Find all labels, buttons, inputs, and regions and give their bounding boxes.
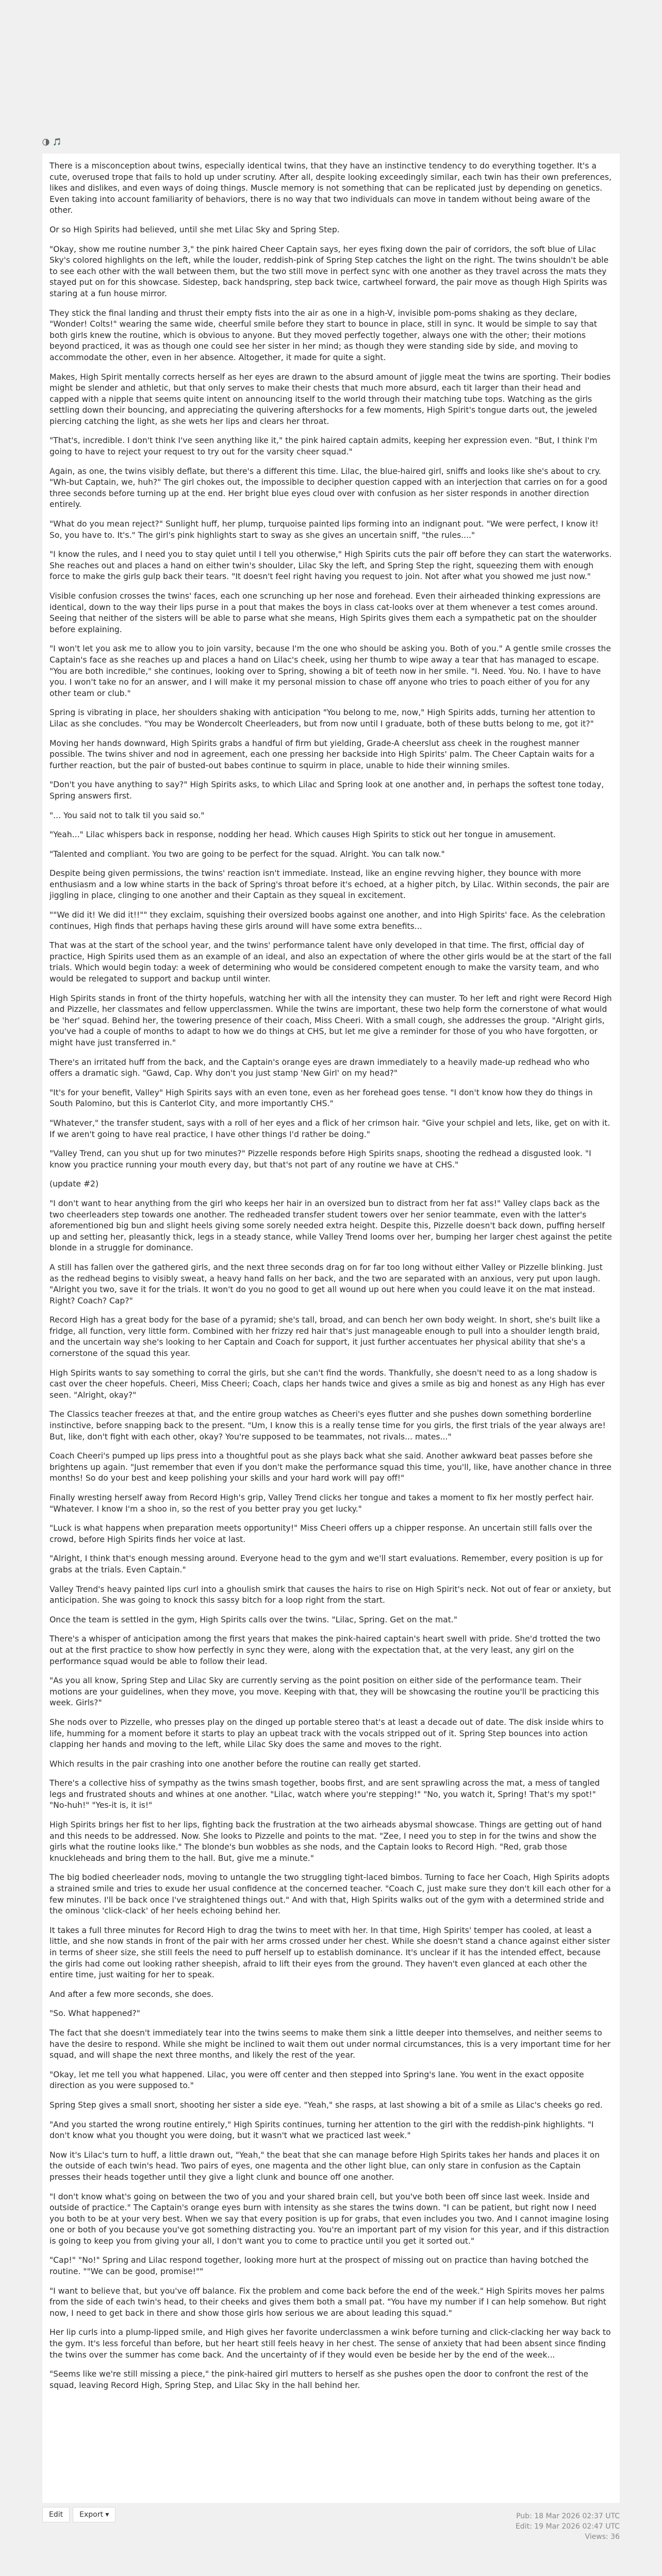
story-paragraph: "Okay, let me tell you what happened. Lilac, you were off center and then stepped into Spring's lane. You went in the exact opposite direction as you were supposed to."	[49, 2070, 584, 2091]
topbar	[42, 138, 61, 146]
story-paragraph: Visible confusion crosses the twins' faces, each one scrunching up her nose and forehead. Even their airheaded thinking expressions are identical, down to the way their lips purse in a pout that makes the boys in class cat-looks over at them whenever a test comes around. Seeing that neither of the sisters will be able to parse what she means, High Spirits gives them each a sympathetic pat on the shoulder before explaining.	[49, 591, 601, 634]
story-paragraph: Spring is vibrating in place, her shoulders shaking with anticipation "You belong to me, now," High Spirits adds, turning her attention to Lilac as she concludes. "You may be Wondercolt Cheerleaders, but from now until I graduate, both of these butts belong to me, got it?"	[49, 708, 595, 728]
story-paragraph: "It's for your benefit, Valley" High Spirits says with an even tone, even as her forehead goes tense. "I don't know how they do things in South Palomino, but this is Canterlot City, and more importantly CHS."	[49, 1088, 593, 1109]
story-paragraph: "Whatever," the transfer student, says with a roll of her eyes and a flick of her crimson hair. "Give your schpiel and lets, like, get on with it. If we aren't going to have real practice, I have other things I'd rather be doing."	[49, 1118, 610, 1139]
story-paragraph: "Seems like we're still missing a piece," the pink-haired girl mutters to herself as she pushes open the door to confront the rest of the squad, leaving Record High, Spring Step, and Lilac Sky in the hall behind her.	[49, 2369, 589, 2390]
story-paragraph: They stick the final landing and thrust their empty fists into the air as one in a high-V, invisible pom-poms shaking as they declare, "Wonder! Colts!" wearing the same wide, cheerful smile before they start to bounce in place, still in sync. It would be simple to say that both girls knew the routine, which is obvious to anyone. But they moved perfectly together, always one with the other; their motions beyond practiced, it was as though one could see her sister in her mind; as though they were standing side by side, and moving to accommodate the other, even in her absence. Altogether, it made for quite a sight.	[49, 308, 598, 362]
story-paragraph: "Okay, show me routine number 3," the pink haired Cheer Captain says, her eyes fixing down the pair of corridors, the soft blue of Lilac Sky's colored highlights on the left, while the louder, reddish-pink of Spring Step catches the light on the right. The twins shouldn't be able to see each other with the wall between them, but the two still move in perfect sync with one another as they travel across the mats they stayed put on for this showcase. Sidestep, back handspring, step back twice, cartwheel forward, the pair move as though High Spirits was staring at a fun house mirror.	[49, 244, 609, 298]
story-paragraph: "Yeah..." Lilac whispers back in response, nodding her head. Which causes High Spirits to stick out her tongue in amusement.	[49, 830, 556, 840]
story-card	[42, 154, 620, 2503]
story-paragraph: It takes a full three minutes for Record High to drag the twins to meet with her. In that time, High Spirits' temper has cooled, at least a little, and she now stands in front of the pair with her arms crossed under her chest. While she doesn't stand a chance against either sister in terms of sheer size, she still feels the need to puff herself up to establish dominance. It's unclear if it has the intended effect, because the girls had come out looking rather sheepish, afraid to lift their eyes from the ground. They haven't even glanced at each other the entire time, just waiting for her to speak.	[49, 1925, 610, 1980]
story-paragraph: Makes, High Spirit mentally corrects herself as her eyes are drawn to the absurd amount of jiggle meat the twins are sporting. Their bodies might be slender and athletic, but that only serves to make their chests that much more absurd, each tit larger than their head and capped with a nipple that seems quite intent on announcing itself to the world through their matching tube tops. Watching as the girls settling down their bouncing, and appreciating the quivering aftershocks for a few moments, High Spirit's tongue darts out, the jeweled piercing catching the light, as she wets her lips and clears her throat.	[49, 372, 611, 426]
story-paragraph: Moving her hands downward, High Spirits grabs a handful of firm but yielding, Grade-A cheerslut ass cheek in the roughest manner possible. The twins shiver and nod in agreement, each one pressing her backside into High Spirits' palm. The Cheer Captain waits for a further reaction, but the pair of busted-out babes continue to squirm in place, unable to hide their winning smiles.	[49, 738, 594, 770]
story-paragraph: High Spirits brings her fist to her lips, fighting back the frustration at the two airheads abysmal showcase. Things are getting out of hand and this needs to be addressed. Now. She looks to Pizzelle and points to the mat. "Zee, I need you to step in for the twins and show the girls what the routine looks like." The blonde's bun wobbles as she nods, and the Captain looks to Record High. "Red, grab those knuckleheads and bring them to the hall. But, give me a minute."	[49, 1820, 602, 1863]
story-paragraph: "I don't know what's going on between the two of you and your shared brain cell, but you've both been off since last week. Inside and outside of practice." The Captain's orange eyes burn with intensity as she stares the twins down. "I can be patient, but right now I need you both to be at your very best. When we say that every position is up for grabs, that even includes you two. And I cannot imagine losing one or both of you because you've got something distracting you. You're an important part of my vision for this year, and if this distraction is going to keep you from giving your all, I don't want you to come to practice until you get it sorted out."	[49, 2192, 609, 2246]
action-buttons	[42, 2507, 115, 2522]
export-button[interactable]: Export ▾	[73, 2507, 115, 2522]
story-paragraph: "Valley Trend, can you shut up for two minutes?" Pizzelle responds before High Spirits snaps, shooting the redhead a disgusted look. "I know you practice running your mouth every day, but that's not part of any routine we have at CHS."	[49, 1149, 591, 1170]
post-footer	[42, 2503, 620, 2560]
story-paragraph: "I know the rules, and I need you to stay quiet until I tell you otherwise," High Spirits cuts the pair off before they can start the waterworks. She reaches out and places a hand on either twin's shoulder, Lilac Sky the left, and Spring Step the right, squeezing them with enough force to make the girls gulp back their tears. "It doesn't feel right having you request to join. Not after what you showed me just now."	[49, 550, 612, 582]
story-paragraph: Despite being given permissions, the twins' reaction isn't immediate. Instead, like an engine revving higher, they bounce with more enthusiasm and a low whine starts in the back of Spring's throat before it's echoed, at a higher pitch, by Lilac. Within seconds, the pair are jiggling in place, clinging to one another and their Captain as they squeal in excitement.	[49, 869, 609, 901]
story-paragraph: High Spirits stands in front of the thirty hopefuls, watching her with all the intensity they can muster. To her left and right were Record High and Pizzelle, her classmates and fellow upperclassmen. While the twins are important, these two help form the cornerstone of what would be 'her' squad. Behind her, the towering presence of their coach, Miss Cheeri. With a small cough, she addresses the group. "Alright girls, you've had a couple of months to adapt to how we do things at CHS, but let me give a reminder for those of you who have forgotten, or might have just transferred in."	[49, 993, 612, 1047]
story-paragraph: Finally wresting herself away from Record High's grip, Valley Trend clicks her tongue and takes a moment to fix her mostly perfect hair. "Whatever. I know I'm a shoo in, so the rest of you better pray you get lucky."	[49, 1493, 594, 1514]
story-paragraph: (update #2)	[49, 1179, 99, 1189]
story-paragraph: Or so High Spirits had believed, until she met Lilac Sky and Spring Step.	[49, 225, 340, 234]
story-paragraph: "Talented and compliant. You two are going to be perfect for the squad. Alright. You can talk now."	[49, 849, 445, 859]
edit-button[interactable]: Edit	[42, 2507, 70, 2522]
story-paragraph: Spring Step gives a small snort, shooting her sister a side eye. "Yeah," she rasps, at last showing a bit of a smile as Lilac's cheeks go red.	[49, 2100, 603, 2110]
story-paragraph: "What do you mean reject?" Sunlight huff, her plump, turquoise painted lips forming into an indignant pout. "We were perfect, I know it! So, you have to. It's." The girl's pink highlights start to sway as she gives an uncertain sniff, "the rules...."	[49, 519, 599, 540]
story-paragraph: "So. What happened?"	[49, 2009, 140, 2019]
story-paragraph: "Cap!" "No!" Spring and Lilac respond together, looking more hurt at the prospect of missing out on practice than having botched the routine. ""We can be good, promise!""	[49, 2256, 589, 2277]
story-paragraph: Now it's Lilac's turn to huff, a little drawn out, "Yeah," the beat that she can manage before High Spirits takes her hands and places it on the outside of each twin's head. Two pairs of eyes, one magenta and the other light blue, can only stare in confusion as the Captain presses their heads together until they give a light clunk and bounce off one another.	[49, 2150, 600, 2182]
story-paragraph: Valley Trend's heavy painted lips curl into a ghoulish smirk that causes the hairs to rise on High Spirit's neck. Not out of fear or anxiety, but anticipation. She was going to knock this sassy bitch for a loop right from the start.	[49, 1584, 611, 1605]
story-paragraph: "I won't let you ask me to allow you to join varsity, because I'm the one who should be asking you. Both of you." A gentle smile crosses the Captain's face as she reaches up and places a hand on Lilac's cheek, using her thumb to wipe away a tear that has managed to escape. "You are both incredible," she continues, looking over to Spring, showing a bit of teeth now in her smile. "I. Need. You. No. I have to have you. I won't take no for an answer, and I will make it my personal mission to chase off anyone who tries to poach either of you for any other team or club."	[49, 644, 611, 698]
story-paragraph: ""We did it! We did it!!"" they exclaim, squishing their oversized boobs against one another, and into High Spirits' face. As the celebration continues, High finds that perhaps having these girls around will have some extra benefits...	[49, 910, 605, 931]
story-paragraph: "I want to believe that, but you've off balance. Fix the problem and come back before the end of the week." High Spirits moves her palms from the side of each twin's head, to their cheeks and gives them both a small pat. "You have my number if I can help somehow. But right now, I need to get back in there and show those girls how serious we are about leading this squad."	[49, 2286, 607, 2318]
story-paragraph: High Spirits wants to say something to corral the girls, but she can't find the words. Thankfully, she doesn't need to as a long shadow is cast over the cheer hopefuls. Cheeri, Miss Cheeri; Coach, claps her hands twice and gives a smile as big and honest as any High has ever seen. "Alright, okay?"	[49, 1368, 605, 1400]
story-paragraph: "And you started the wrong routine entirely," High Spirits continues, turning her attention to the girl with the reddish-pink highlights. "I don't know what you thought you were doing, but it wasn't what we practiced last week."	[49, 2120, 594, 2141]
half-circle-icon[interactable]	[42, 139, 49, 146]
story-paragraph: The Classics teacher freezes at that, and the entire group watches as Cheeri's eyes flutter and she pushes down something borderline instinctive, before snapping back to the present. "Um, I know this is a really tense time for you girls, the first trials of the year always are! But, like, don't fight with each other, okay? You're supposed to be teammates, not rivals... mates..."	[49, 1410, 606, 1442]
story-paragraph: "... You said not to talk til you said so."	[49, 810, 205, 820]
story-paragraph: Coach Cheeri's pumped up lips press into a thoughtful pout as she plays back what she said. Another awkward beat passes before she brightens up again. "Just remember that even if you don't make the performance squad this time, you'll, like, have another chance in three months! So do your best and keep polishing your skills and your hard work will pay off!"	[49, 1451, 612, 1483]
story-paragraph: "As you all know, Spring Step and Lilac Sky are currently serving as the point position on either side of the performance team. Their motions are your guidelines, when they move, you move. Keeping with that, they will be showcasing the routine you'll be practicing this week. Girls?"	[49, 1676, 599, 1708]
edited-date: Edit: 19 Mar 2026 02:47 UTC	[515, 2522, 620, 2531]
story-paragraph: There's a whisper of anticipation among the first years that makes the pink-haired captain's heart swell with pride. She'd trotted the two out at the first practice to show how perfectly in sync they were, along with the expectation that, at the very least, any girl on the performance squad would be able to follow their lead.	[49, 1634, 601, 1666]
story-paragraph: That was at the start of the school year, and the twins' performance talent have only developed in that time. The first, official day of practice, High Spirits used them as an example of an ideal, and also an expectation of where the other girls would be at the start of the fall trials. Which would begin today: a week of determining who would be considered competent enough to make the varsity team, and who would be relegated to support and backup until winter.	[49, 941, 611, 984]
topbar-label: 🎵	[53, 138, 62, 146]
story-paragraph: Her lip curls into a plump-lipped smile, and High gives her favorite underclassmen a wink before turning and click-clacking her way back to the gym. It's less forceful than before, but her heart still feels heavy in her chest. The sense of anxiety that had been absent since finding the twins over the summer has come back. And the uncertainty of if they would even be beside her by the end of the week...	[49, 2328, 611, 2360]
story-body	[49, 161, 613, 2391]
story-paragraph: The big bodied cheerleader nods, moving to untangle the two struggling tight-laced bimbos. Turning to face her Coach, High Spirits adopts a strained smile and tries to exude her usual confidence at the concerned teacher. "Coach C, just make sure they don't kill each other for a few minutes. I'll be back once I've straightened things out." And with that, High Spirits walks out of the gym with a determined stride and the ominous 'click-clack' of her heels echoing behind her.	[49, 1873, 611, 1916]
story-paragraph: There's an irritated huff from the back, and the Captain's orange eyes are drawn immediately to a heavily made-up redhead who who offers a dramatic sigh. "Gawd, Cap. Why don't you just stamp 'New Girl' on my head?"	[49, 1057, 590, 1078]
story-paragraph: Once the team is settled in the gym, High Spirits calls over the twins. "Lilac, Spring. Get on the mat."	[49, 1615, 457, 1624]
story-paragraph: Which results in the pair crashing into one another before the routine can really get started.	[49, 1759, 421, 1769]
story-paragraph: There's a collective hiss of sympathy as the twins smash together, boobs first, and are sent sprawling across the mat, a mess of tangled legs and frustrated shouts and whines at one another. "Lilac, watch where you're stepping!" "No, you watch it, Spring! That's my spot!" "No-huh!" "Yes-it is, it is!"	[49, 1778, 600, 1810]
story-paragraph: Again, as one, the twins visibly deflate, but there's a different this time. Lilac, the blue-haired girl, sniffs and looks like she's about to cry. "Wh-but Captain, we, huh?" The girl chokes out, the impossible to decipher question capped with an interjection that carries on for a good three seconds before turning up at the end. Her bright blue eyes cloud over with confusion as her sister responds in another direction entirely.	[49, 466, 607, 510]
published-date: Pub: 18 Mar 2026 02:37 UTC	[516, 2512, 620, 2520]
story-paragraph: A still has fallen over the gathered girls, and the next three seconds drag on for far too long without either Valley or Pizzelle blinking. Just as the redhead begins to visibly sweat, a heavy hand falls on her back, and the two are separated with an anxious, very put upon laugh. "Alright you two, save it for the trials. It won't do you no good to get all wound up out here when you could leave it on the mat instead. Right? Coach? Cap?"	[49, 1262, 603, 1306]
view-count: Views: 36	[585, 2533, 620, 2541]
story-paragraph: "Alright, I think that's enough messing around. Everyone head to the gym and we'll start evaluations. Remember, every position is up for grabs at the trials. Even Captain."	[49, 1554, 603, 1574]
story-paragraph: "I don't want to hear anything from the girl who keeps her hair in an oversized bun to distract from her fat ass!" Valley claps back as the two cheerleaders step towards one another. The redheaded transfer student towers over her senior teammate, even with the latter's aforementioned big bun and slight heels giving some sorely needed extra height. Despite this, Pizzelle doesn't back down, puffing herself up and setting her, pleasantly thick, legs in a steady stance, while Valley Trend looms over her, bumping her larger chest against the petite blonde in a struggle for dominance.	[49, 1198, 612, 1253]
story-paragraph: The fact that she doesn't immediately tear into the twins seems to make them sink a little deeper into themselves, and neither seems to have the desire to respond. While she might be inclined to wait them out under normal circumstances, this is a very important time for her squad, and will shape the next three months, and likely the rest of the year.	[49, 2028, 611, 2060]
story-paragraph: "Luck is what happens when preparation meets opportunity!" Miss Cheeri offers up a chipper response. An uncertain still falls over the crowd, before High Spirits finds her voice at last.	[49, 1523, 592, 1544]
story-paragraph: Record High has a great body for the base of a pyramid; she's tall, broad, and can bench her own body weight. In short, she's built like a fridge, all function, very little form. Combined with her frizzy red hair that's just manageable enough to pull into a shoulder length braid, and the uncertain way she's looking to her Captain and Coach for support, it just further accentuates her physical ability that she's a cornerstone of the squad this year.	[49, 1315, 600, 1359]
story-paragraph: And after a few more seconds, she does.	[49, 1989, 214, 1999]
story-paragraph: "Don't you have anything to say?" High Spirits asks, to which Lilac and Spring look at one another and, in perhaps the softest tone today, Spring answers first.	[49, 780, 604, 801]
story-paragraph: She nods over to Pizzelle, who presses play on the dinged up portable stereo that's at least a decade out of date. The disk inside whirs to life, humming for a moment before it starts to play an upbeat track with the vocals stripped out of it. Spring Step bounces into action clapping her hands and moving to the left, while Lilac Sky does the same and moves to the right.	[49, 1717, 604, 1750]
story-paragraph: "That's, incredible. I don't think I've seen anything like it," the pink haired captain admits, keeping her expression even. "But, I think I'm going to have to reject your request to try out for the varsity cheer squad."	[49, 436, 598, 457]
post-meta	[516, 2511, 620, 2542]
story-paragraph: There is a misconception about twins, especially identical twins, that they have an instinctive tendency to do everything together. It's a cute, overused trope that fails to hold up under scrutiny. After all, despite looking exceedingly similar, each twin has their own preferences, likes and dislikes, and even ways of doing things. Muscle memory is not something that can be replicated just by depending on genetics. Even taking into account familiarity of behaviors, there is no way that two individuals can move in tandem without being aware of the other.	[49, 161, 612, 215]
